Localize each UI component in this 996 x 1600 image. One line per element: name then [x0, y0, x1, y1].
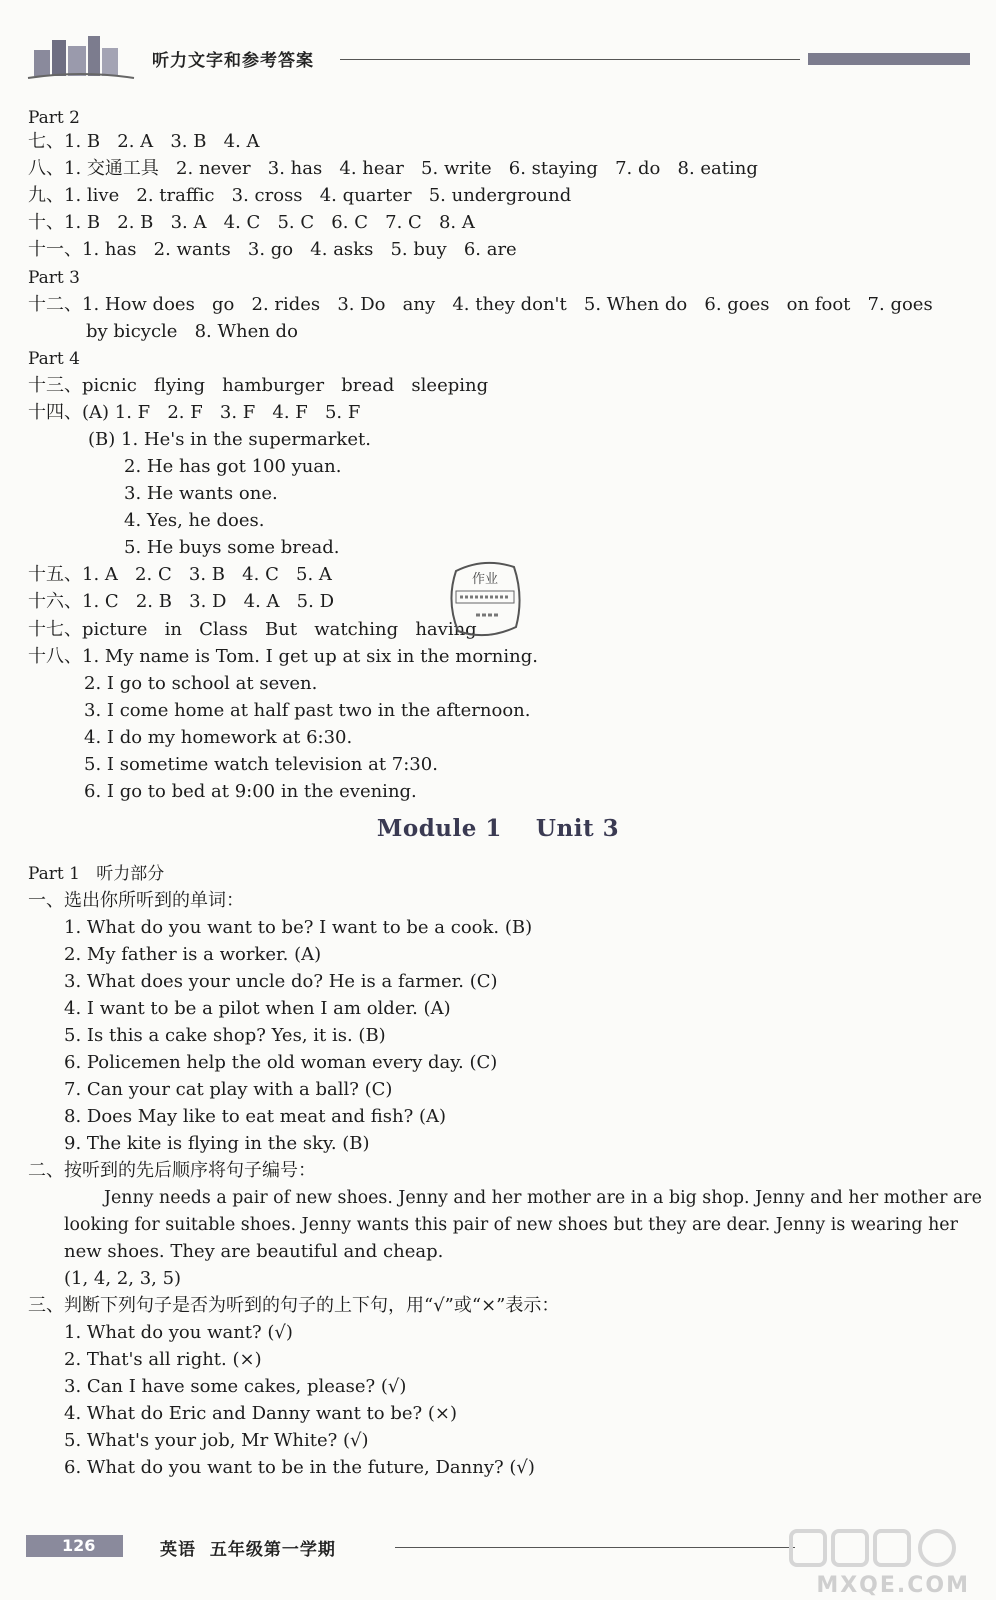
watermark-text: MXQE.COM: [816, 1573, 970, 1598]
answer-line: by bicycle 8. When do: [86, 321, 298, 342]
answer-line: 5. What's your job, Mr White? (√): [64, 1430, 369, 1451]
question-heading: 一、选出你所听到的单词：: [28, 890, 244, 911]
books-logo-icon: [26, 30, 136, 82]
answer-line: 6. What do you want to be in the future, Danny? (√): [64, 1457, 535, 1478]
page-footer: [0, 1525, 996, 1600]
question-heading: 二、按听到的先后顺序将句子编号：: [28, 1160, 316, 1181]
answer-line: 4. What do Eric and Danny want to be? (×): [64, 1403, 458, 1424]
header-bar: [808, 53, 970, 65]
book-title: 英语 五年级第一学期: [160, 1540, 336, 1560]
answer-line: 十六、1. C 2. B 3. D 4. A 5. D: [28, 591, 334, 612]
footer-rule: [395, 1547, 795, 1548]
page-number: 126: [26, 1535, 123, 1557]
passage-line: Jenny needs a pair of new shoes. Jenny and her mother are in a big shop. Jenny and her mother are: [104, 1188, 982, 1208]
answer-line: 7. Can your cat play with a ball? (C): [64, 1079, 393, 1100]
answer-line: 九、1. live 2. traffic 3. cross 4. quarter 5. underground: [28, 185, 572, 206]
answer-line: 十三、picnic flying hamburger bread sleeping: [28, 375, 489, 396]
answer-line: 9. The kite is flying in the sky. (B): [64, 1133, 370, 1154]
answer-line: 十八、1. My name is Tom. I get up at six in the morning.: [28, 646, 538, 667]
section-heading: Part 2: [28, 108, 80, 128]
answer-line: 8. Does May like to eat meat and fish? (A): [64, 1106, 446, 1127]
answer-line: 七、1. B 2. A 3. B 4. A: [28, 131, 260, 152]
answer-line: 八、1. 交通工具 2. never 3. has 4. hear 5. write 6. staying 7. do 8. eating: [28, 158, 758, 179]
section-heading: Part 4: [28, 349, 80, 369]
answer-line: 十二、1. How does go 2. rides 3. Do any 4. they don't 5. When do 6. goes on foot 7. goes: [28, 294, 933, 315]
stamp-text: 作业: [471, 572, 499, 587]
answer-line: 1. What do you want? (√): [64, 1322, 293, 1343]
header-rule: [340, 59, 800, 60]
answer-line: 1. What do you want to be? I want to be a cook. (B): [64, 917, 533, 938]
answer-line: 3. Can I have some cakes, please? (√): [64, 1376, 407, 1397]
answer-line: 3. He wants one.: [124, 483, 278, 504]
passage-line: new shoes. They are beautiful and cheap.: [64, 1241, 444, 1262]
answer-line: 十四、(A) 1. F 2. F 3. F 4. F 5. F: [28, 402, 361, 423]
answer-line: 3. I come home at half past two in the afternoon.: [84, 700, 531, 721]
answer-line: 5. I sometime watch television at 7:30.: [84, 754, 438, 775]
passage-line: looking for suitable shoes. Jenny wants this pair of new shoes but they are dear. Jenny is wearing her: [64, 1215, 958, 1235]
answer-line: 6. Policemen help the old woman every day. (C): [64, 1052, 498, 1073]
answer-line: 4. I do my homework at 6:30.: [84, 727, 353, 748]
answer-line: 2. He has got 100 yuan.: [124, 456, 342, 477]
answer-line: 2. My father is a worker. (A): [64, 944, 322, 965]
question-heading: 三、判断下列句子是否为听到的句子的上下句，用“√”或“×”表示：: [28, 1295, 560, 1316]
answer-line: 十七、picture in Class But watching having: [28, 619, 477, 640]
answer-line: 5. Is this a cake shop? Yes, it is. (B): [64, 1025, 386, 1046]
module-title: Module 1 Unit 3: [376, 815, 620, 842]
page-header: [0, 0, 996, 100]
answer-line: 2. I go to school at seven.: [84, 673, 318, 694]
answer-line: (B) 1. He's in the supermarket.: [88, 429, 371, 450]
header-title: 听力文字和参考答案: [152, 51, 314, 71]
answer-line: 5. He buys some bread.: [124, 537, 340, 558]
answer-line: 3. What does your uncle do? He is a farmer. (C): [64, 971, 498, 992]
answer-line: 十一、1. has 2. wants 3. go 4. asks 5. buy 6. are: [28, 239, 517, 260]
answer-line: 十五、1. A 2. C 3. B 4. C 5. A: [28, 564, 332, 585]
answer-line: (1, 4, 2, 3, 5): [64, 1268, 182, 1289]
answer-line: 十、1. B 2. B 3. A 4. C 5. C 6. C 7. C 8. A: [28, 212, 475, 233]
answer-line: 4. Yes, he does.: [124, 510, 265, 531]
homework-stamp-icon: [446, 557, 524, 641]
section-heading: Part 1 听力部分: [28, 864, 165, 884]
answer-line: 2. That's all right. (×): [64, 1349, 262, 1370]
answer-line: 6. I go to bed at 9:00 in the evening.: [84, 781, 417, 802]
section-heading: Part 3: [28, 268, 80, 288]
answer-line: 4. I want to be a pilot when I am older. (A): [64, 998, 451, 1019]
